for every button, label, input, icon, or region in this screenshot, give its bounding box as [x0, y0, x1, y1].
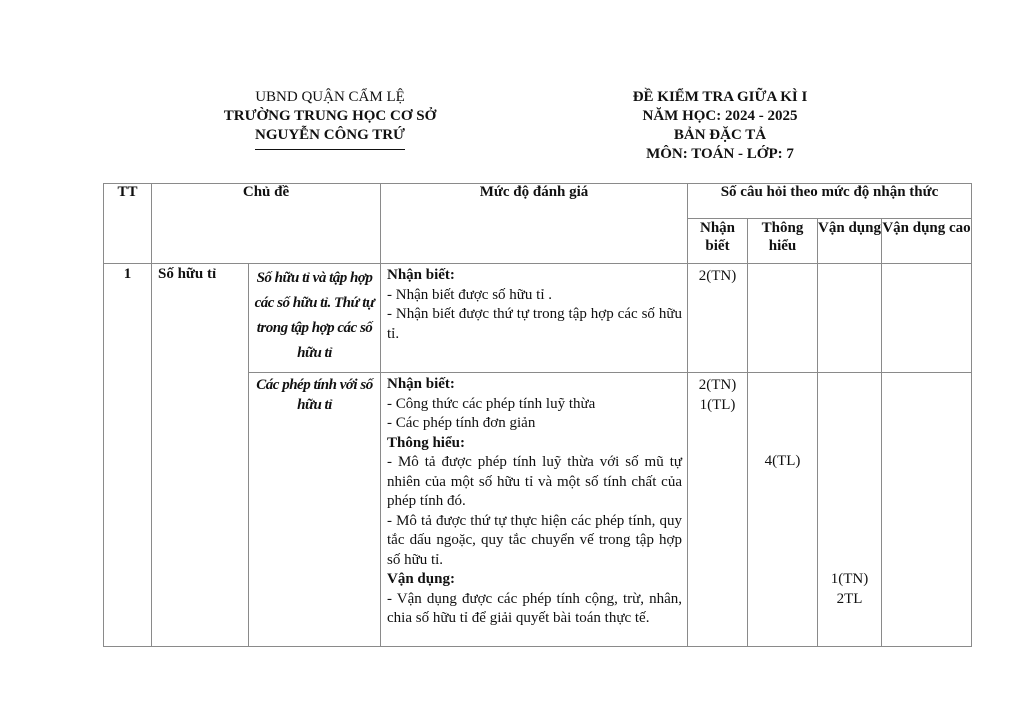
count-value: 4(TL)	[764, 453, 801, 469]
col-header-van-dung-cao: Vận dụng cao	[882, 219, 972, 264]
criterion: - Các phép tính đơn giản	[387, 415, 536, 431]
specification-table	[103, 183, 972, 647]
school-name: NGUYỄN CÔNG TRỨ	[254, 127, 405, 143]
header-row	[104, 184, 972, 219]
count-van-dung-cao	[882, 373, 972, 647]
count-van-dung-cao	[882, 264, 972, 373]
count-van-dung	[818, 264, 882, 373]
exam-header	[590, 88, 850, 164]
row-number: 1	[104, 264, 152, 647]
count-thong-hieu	[748, 373, 818, 647]
count-value: 2TL	[836, 591, 863, 607]
col-header-van-dung: Vận dụng	[818, 219, 882, 264]
count-thong-hieu	[748, 264, 818, 373]
criterion: - Mô tả được phép tính luỹ thừa với số mũ tự nhiên của một số hữu tỉ và một số tính chất của phép tính đó.	[387, 454, 682, 509]
criterion: - Mô tả được thứ tự thực hiện các phép tính, quy tắc dấu ngoặc, quy tắc chuyển vế trong tập hợp số hữu tỉ.	[387, 512, 682, 568]
level-label: Nhận biết:	[387, 376, 455, 392]
col-header-thong-hieu: Thông hiểu	[748, 219, 818, 264]
topic-name: Số hữu tỉ	[152, 264, 249, 647]
header-underline	[255, 149, 405, 150]
count-van-dung	[818, 373, 882, 647]
subtopic-name: Các phép tính với số hữu tỉ	[249, 373, 381, 647]
level-label: Thông hiểu:	[387, 434, 465, 451]
criterion: - Vận dụng được các phép tính cộng, trừ, nhân, chia số hữu tỉ để giải quyết bài toán thực tế.	[387, 590, 682, 626]
criterion: - Công thức các phép tính luỹ thừa	[387, 395, 596, 412]
document-type: BẢN ĐẶC TẢ	[673, 127, 767, 143]
level-label: Vận dụng:	[387, 571, 455, 587]
col-header-topic: Chủ đề	[152, 184, 381, 264]
subject-grade: MÔN: TOÁN - LỚP: 7	[646, 146, 794, 162]
table-row	[104, 264, 972, 373]
school-header	[200, 88, 460, 150]
col-header-assessment: Mức độ đánh giá	[381, 184, 688, 264]
count-value: 2(TN)	[698, 268, 737, 284]
criterion: - Nhận biết được số hữu tỉ .	[387, 286, 552, 303]
col-header-question-count: Số câu hỏi theo mức độ nhận thức	[688, 184, 972, 219]
criterion: - Nhận biết được thứ tự trong tập hợp các số hữu tỉ.	[387, 306, 682, 342]
count-value: 1(TN)	[830, 571, 869, 587]
subtopic-name: Số hữu tỉ và tập hợp các số hữu tỉ. Thứ tự trong tập hợp các số hữu tỉ	[249, 264, 381, 373]
count-value: 2(TN)	[698, 377, 737, 393]
count-value: 1(TL)	[699, 397, 736, 413]
exam-title: ĐỀ KIỂM TRA GIỮA KÌ I	[632, 89, 808, 105]
assessment-description	[381, 373, 688, 647]
count-nhan-biet	[688, 373, 748, 647]
col-header-tt: TT	[104, 184, 152, 264]
school-type: TRƯỜNG TRUNG HỌC CƠ SỞ	[223, 108, 437, 124]
col-header-nhan-biet: Nhận biết	[688, 219, 748, 264]
assessment-description	[381, 264, 688, 373]
level-label: Nhận biết:	[387, 267, 455, 283]
school-year: NĂM HỌC: 2024 - 2025	[642, 108, 798, 124]
district-name: UBND QUẬN CẨM LỆ	[255, 89, 405, 105]
count-nhan-biet	[688, 264, 748, 373]
